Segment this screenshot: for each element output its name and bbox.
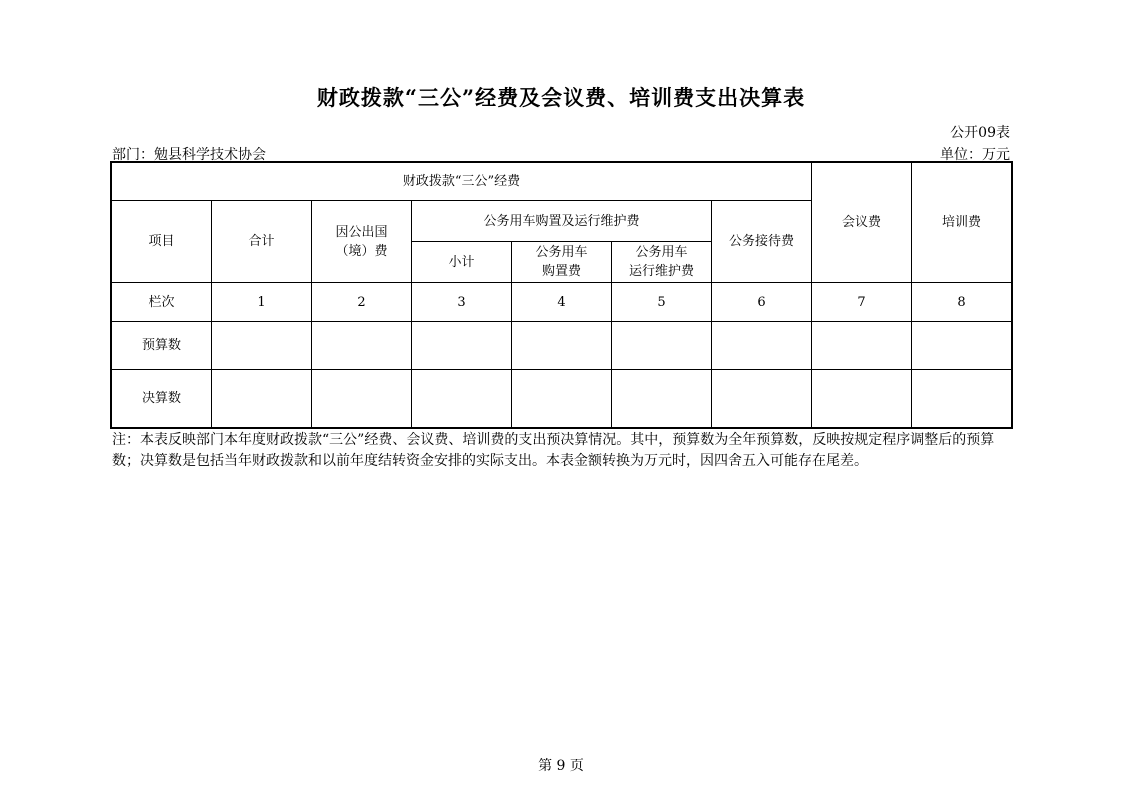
abroad-fee-header-line2: （境）费 [335, 243, 388, 259]
meeting-fee-header: 会议费 [812, 163, 912, 283]
final-account-cell [912, 370, 1012, 428]
final-account-cell [312, 370, 412, 428]
budget-cell [512, 322, 612, 370]
page-title: 财政拨款“三公”经费及会议费、培训费支出决算表 [316, 85, 806, 110]
column-index-cell: 2 [312, 283, 412, 322]
budget-cell [712, 322, 812, 370]
budget-cell [812, 322, 912, 370]
vehicle-operation-header-line1: 公务用车 [635, 245, 688, 260]
reception-fee-header: 公务接待费 [712, 201, 812, 283]
abroad-fee-header [312, 201, 412, 283]
vehicle-purchase-header-line1: 公务用车 [535, 245, 588, 260]
form-number: 公开09表 [950, 125, 1010, 141]
column-index-cell: 8 [912, 283, 1012, 322]
column-index-cell: 3 [412, 283, 512, 322]
final-account-cell [612, 370, 712, 428]
total-header: 合计 [212, 201, 312, 283]
column-index-cell: 5 [612, 283, 712, 322]
item-header: 项目 [112, 201, 212, 283]
vehicle-purchase-header-line2: 购置费 [541, 264, 581, 279]
expenditure-table [111, 162, 1012, 428]
final-account-cell [212, 370, 312, 428]
page-number: 第 9 页 [538, 758, 584, 774]
column-index-cell: 6 [712, 283, 812, 322]
budget-row [112, 322, 1012, 370]
budget-cell [912, 322, 1012, 370]
final-account-row [112, 370, 1012, 428]
training-fee-header: 培训费 [912, 163, 1012, 283]
column-index-cell: 1 [212, 283, 312, 322]
abroad-fee-header-line1: 因公出国 [335, 224, 388, 240]
budget-cell [312, 322, 412, 370]
final-account-cell [812, 370, 912, 428]
column-index-cell: 4 [512, 283, 612, 322]
column-index-row [112, 283, 1012, 322]
budget-cell [212, 322, 312, 370]
budget-cell [412, 322, 512, 370]
column-index-label: 栏次 [112, 283, 212, 322]
table-note: 注：本表反映部门本年度财政拨款“三公”经费、会议费、培训费的支出预决算情况。其中，预算数为全年预算数，反映按规定程序调整后的预算数；决算数是包括当年财政拨款和以前年度结转资金安排的实际支出。本表金额转换为万元时，因四舍五入可能存在尾差。 [112, 432, 995, 469]
final-account-cell [412, 370, 512, 428]
final-account-cell [512, 370, 612, 428]
final-account-cell [712, 370, 812, 428]
column-index-cell: 7 [812, 283, 912, 322]
unit-label: 单位：万元 [940, 147, 1010, 163]
budget-row-label: 预算数 [112, 322, 212, 370]
vehicle-group-header: 公务用车购置及运行维护费 [412, 201, 712, 242]
vehicle-purchase-header [512, 242, 612, 283]
vehicle-subtotal-header: 小计 [412, 242, 512, 283]
vehicle-operation-header-line2: 运行维护费 [628, 264, 694, 279]
budget-cell [612, 322, 712, 370]
vehicle-operation-header [612, 242, 712, 283]
three-public-group-header: 财政拨款“三公”经费 [112, 163, 812, 201]
department-label: 部门：勉县科学技术协会 [112, 147, 266, 163]
final-account-row-label: 决算数 [112, 370, 212, 428]
